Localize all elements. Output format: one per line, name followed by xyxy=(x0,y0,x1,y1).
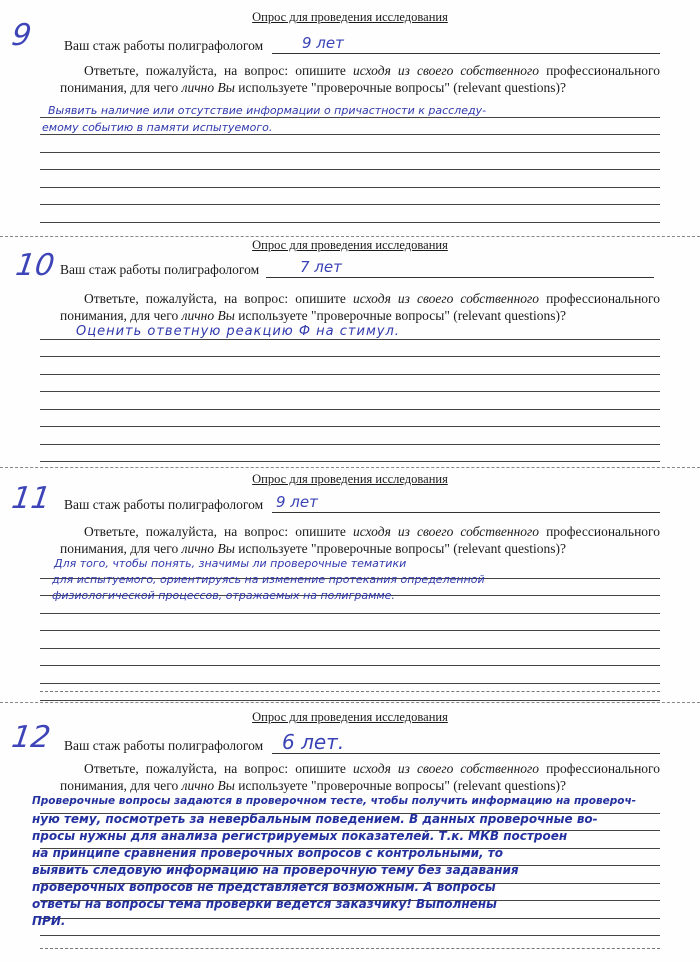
answer-line: ную тему, посмотреть за невербальным поведением. В данных проверочные во- xyxy=(32,812,598,826)
form-number: 9 xyxy=(9,18,34,53)
answer-line: емому событию в памяти испытуемого. xyxy=(42,121,273,134)
experience-line xyxy=(266,277,654,278)
form-title: Опрос для проведения исследования xyxy=(252,710,448,724)
answer-line: выявить следовую информацию на проверочную тему без задавания xyxy=(32,863,519,877)
sheet-divider xyxy=(0,702,700,703)
answer-line: Проверочные вопросы задаются в проверочном тесте, чтобы получить информацию на провероч- xyxy=(32,795,637,807)
answer-lines xyxy=(40,322,660,462)
experience-label: Ваш стаж работы полиграфологом xyxy=(64,738,264,753)
experience-label: Ваш стаж работы полиграфологом xyxy=(64,497,264,512)
dashed-separator xyxy=(40,691,660,692)
form-title: Опрос для проведения исследования xyxy=(252,10,448,24)
answer-line: для испытуемого, ориентируясь на изменение протекания определенной xyxy=(52,573,485,586)
answer-line: ПРИ. xyxy=(32,914,66,928)
answer-line: физиологической процессов, отражаемых на полиграмме. xyxy=(52,589,395,602)
dashed-separator xyxy=(40,948,660,949)
survey-form-10 xyxy=(0,238,700,468)
answer-line: Выявить наличие или отсутствие информации о причастности к расследу- xyxy=(48,104,487,117)
sheet-divider xyxy=(0,236,700,237)
answer-line: ответы на вопросы тема проверки ведется заказчику! Выполнены xyxy=(32,897,497,911)
experience-value: 9 лет xyxy=(276,493,318,511)
experience-line xyxy=(272,512,660,513)
experience-value: 6 лет. xyxy=(282,730,345,754)
answer-line: Для того, чтобы понять, значимы ли проверочные тематики xyxy=(54,557,407,570)
answer-lines xyxy=(40,100,660,223)
survey-form-11 xyxy=(0,469,700,701)
survey-form-9 xyxy=(0,0,700,237)
question-text: Ответьте, пожалуйста, на вопрос: опишите исходя из своего собственного профессионального понимания, для чего лично Вы используете "проверочные вопросы" (relevant questions)? xyxy=(60,761,660,793)
survey-form-12 xyxy=(0,704,700,962)
question-text: Ответьте, пожалуйста, на вопрос: опишите исходя из своего собственного профессионального понимания, для чего лично Вы используете "проверочные вопросы" (relevant questions)? xyxy=(60,63,660,95)
question-text: Ответьте, пожалуйста, на вопрос: опишите исходя из своего собственного профессионального понимания, для чего лично Вы используете "проверочные вопросы" (relevant questions)? xyxy=(60,291,660,323)
form-number: 12 xyxy=(9,720,53,755)
sheet-divider xyxy=(0,467,700,468)
form-title: Опрос для проведения исследования xyxy=(252,238,448,252)
form-number: 10 xyxy=(13,248,57,283)
experience-value: 7 лет xyxy=(300,258,342,276)
form-title: Опрос для проведения исследования xyxy=(252,472,448,486)
experience-line xyxy=(272,53,660,54)
experience-label: Ваш стаж работы полиграфологом xyxy=(60,262,260,277)
form-number: 11 xyxy=(9,481,53,516)
answer-line: проверочных вопросов не представляется возможным. А вопросы xyxy=(32,880,496,894)
question-text: Ответьте, пожалуйста, на вопрос: опишите исходя из своего собственного профессионального понимания, для чего лично Вы используете "проверочные вопросы" (relevant questions)? xyxy=(60,524,660,556)
answer-line: на принципе сравнения проверочных вопросов с контрольными, то xyxy=(32,846,503,860)
answer-line: Оценить ответную реакцию Ф на стимул. xyxy=(76,324,400,339)
answer-line: просы нужны для анализа регистрируемых показателей. Т.к. МКВ построен xyxy=(32,829,568,843)
experience-value: 9 лет xyxy=(302,34,344,52)
experience-label: Ваш стаж работы полиграфологом xyxy=(64,38,264,53)
